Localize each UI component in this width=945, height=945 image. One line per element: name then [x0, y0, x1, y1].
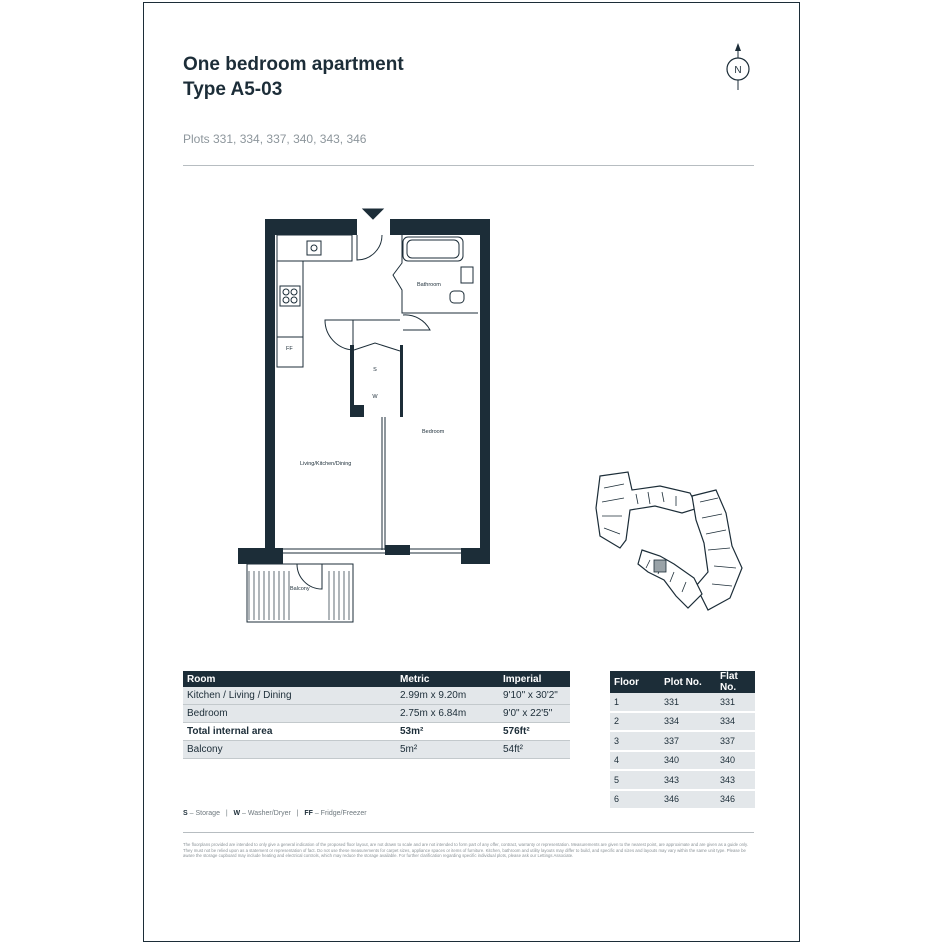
- cell-room: Total internal area: [183, 723, 396, 741]
- legend-ff-text: – Fridge/Freezer: [312, 810, 367, 817]
- cell-flat: 343: [716, 770, 755, 790]
- cell-plot: 340: [660, 751, 716, 771]
- highlighted-unit: [654, 560, 666, 572]
- cell-metric: 53m²: [396, 723, 499, 741]
- compass-label: N: [734, 65, 742, 76]
- title-type: Type A5-03: [183, 79, 283, 100]
- cell-imperial: 54ft²: [499, 741, 570, 759]
- cell-floor: 4: [610, 751, 660, 771]
- wall-right: [480, 219, 490, 564]
- cell-floor: 1: [610, 693, 660, 712]
- legend-s-text: – Storage: [187, 810, 220, 817]
- cell-plot: 337: [660, 731, 716, 751]
- col-flat: Flat No.: [716, 671, 755, 693]
- label-fridge: FF: [286, 346, 293, 352]
- wall-left: [265, 219, 275, 554]
- col-room: Room: [183, 671, 396, 687]
- table-row: [183, 741, 570, 759]
- table-row: [610, 751, 755, 771]
- cell-metric: 5m²: [396, 741, 499, 759]
- legend-s-key: S: [183, 810, 188, 817]
- cell-imperial: 9'10" x 30'2": [499, 687, 570, 705]
- wall-bottom-mid: [385, 545, 410, 555]
- divider-bottom: [183, 832, 754, 833]
- cell-flat: 340: [716, 751, 755, 771]
- legend-separator: |: [296, 810, 299, 817]
- cell-floor: 5: [610, 770, 660, 790]
- cell-plot: 331: [660, 693, 716, 712]
- cell-room: Bedroom: [183, 705, 396, 723]
- wall-bottom-right: [461, 548, 490, 564]
- wall-top-right: [390, 219, 490, 235]
- legend-w-text: – Washer/Dryer: [240, 810, 291, 817]
- north-compass-icon: [723, 42, 753, 92]
- page-title: [183, 52, 404, 102]
- floor-plot-table: [610, 671, 755, 810]
- cell-flat: 346: [716, 790, 755, 810]
- wall-storage-right: [400, 345, 403, 417]
- title-apartment: One bedroom apartment: [183, 54, 404, 75]
- cell-room: Balcony: [183, 741, 396, 759]
- table-row: [183, 687, 570, 705]
- legend-ff-key: FF: [304, 810, 313, 817]
- disclaimer-text: The floorplans provided are intended to only give a general indication of the proposed floor layout, are not drawn to scale and are not intended to form part of any offer, contract, warranty or representation. Measurements are given to the nearest point, are approximate and are given as a guide only. They must not be relied upon as a statement or representation of fact. Do not use these measurements for carpet sizes, appliance spaces or items of furniture. Kitchen, bathroom and utility layouts may differ to build, and specific and sizes and layouts may vary within the same unit type. Please be aware the storage cupboard may include heating and electrical controls, which may reduce the storage available. For further clarification regarding specific individual plots, please ask our Lettings Associate.: [183, 842, 748, 859]
- col-metric: Metric: [396, 671, 499, 687]
- cell-flat: 331: [716, 693, 755, 712]
- legend: [183, 810, 367, 817]
- table-row: [610, 712, 755, 732]
- cell-flat: 337: [716, 731, 755, 751]
- cell-floor: 6: [610, 790, 660, 810]
- kitchen-worktop-top: [277, 235, 352, 261]
- col-floor: Floor: [610, 671, 660, 693]
- cell-imperial: 9'0" x 22'5": [499, 705, 570, 723]
- cell-room: Kitchen / Living / Dining: [183, 687, 396, 705]
- label-storage: S: [373, 367, 377, 373]
- floor-plan: [235, 205, 495, 625]
- wall-top-left: [265, 219, 357, 235]
- plots-list: Plots 331, 334, 337, 340, 343, 346: [183, 132, 367, 146]
- cell-plot: 334: [660, 712, 716, 732]
- table-row: [610, 693, 755, 712]
- cell-metric: 2.99m x 9.20m: [396, 687, 499, 705]
- label-bedroom: Bedroom: [422, 429, 445, 435]
- site-key-plan: [590, 468, 750, 628]
- col-plot: Plot No.: [660, 671, 716, 693]
- cell-metric: 2.75m x 6.84m: [396, 705, 499, 723]
- cell-plot: 343: [660, 770, 716, 790]
- cell-floor: 2: [610, 712, 660, 732]
- table-row: [610, 790, 755, 810]
- label-living: Living/Kitchen/Dining: [300, 461, 352, 467]
- divider-top: [183, 165, 754, 166]
- wall-storage-corner: [350, 405, 364, 417]
- wall-bottom-left: [238, 548, 283, 564]
- cell-floor: 3: [610, 731, 660, 751]
- table-row-total: [183, 723, 570, 741]
- label-balcony: Balcony: [290, 586, 310, 592]
- cell-plot: 346: [660, 790, 716, 810]
- room-dimensions-table: [183, 671, 570, 759]
- cell-flat: 334: [716, 712, 755, 732]
- table-row: [183, 705, 570, 723]
- legend-separator: |: [225, 810, 228, 817]
- cell-imperial: 576ft²: [499, 723, 570, 741]
- label-bathroom: Bathroom: [417, 282, 441, 288]
- label-washer: W: [372, 394, 378, 400]
- table-row: [610, 731, 755, 751]
- col-imperial: Imperial: [499, 671, 570, 687]
- legend-w-key: W: [233, 810, 241, 817]
- table-row: [610, 770, 755, 790]
